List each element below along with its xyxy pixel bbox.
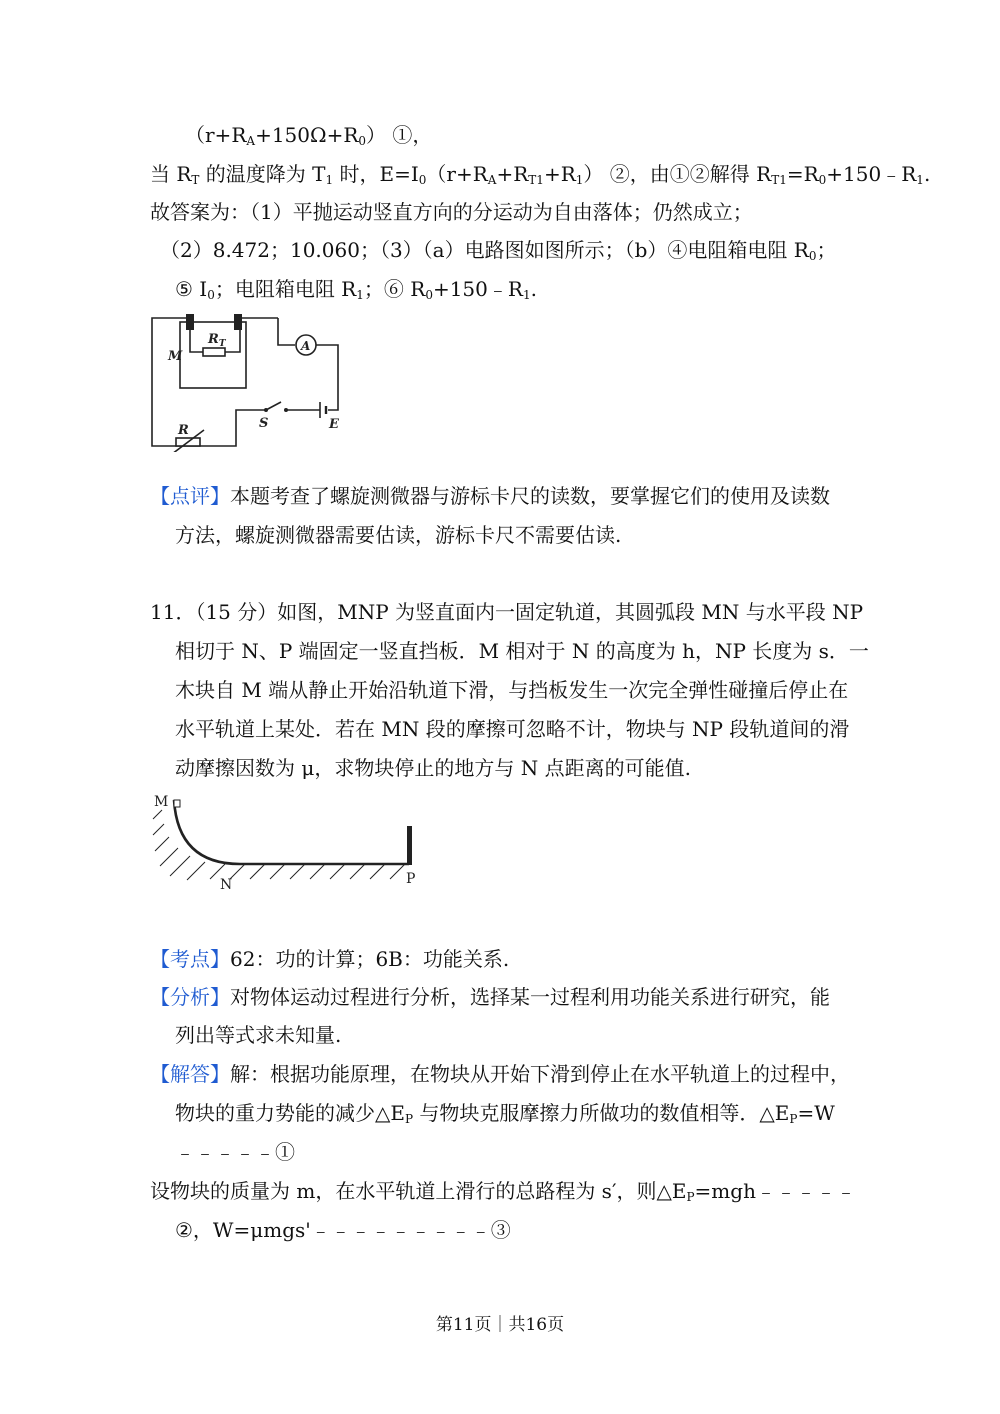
q11-line-2: 相切于 N、P 端固定一竖直挡板．M 相对于 N 的高度为 h，NP 长度为 s．一 [175, 639, 869, 663]
label-n-point: N [220, 877, 233, 893]
fenxi-line-1: 【分析】对物体运动过程进行分析，选择某一过程利用功能关系进行研究，能 [150, 985, 830, 1009]
q11-line-1: 11．（15 分）如图，MNP 为竖直面内一固定轨道，其圆弧段 MN 与水平段 NP [150, 600, 864, 624]
label-r: R [178, 423, 189, 438]
track-diagram [150, 790, 430, 895]
kaodian-line: 【考点】62：功的计算；6B：功能关系. [150, 947, 510, 971]
fenxi-line-2: 列出等式求未知量. [175, 1023, 342, 1047]
q11-line-5: 动摩擦因数为 μ，求物块停止的地方与 N 点距离的可能值. [175, 756, 691, 780]
comment-tag: 【点评】 [150, 484, 230, 508]
jieda-line-3: ﹣﹣﹣﹣﹣① [175, 1140, 295, 1164]
jieda-line-2: 物块的重力势能的减少$\triangle E_P$ 与物块克服摩擦力所做功的数值相等．$\triangle E_P=W$ [175, 1101, 835, 1126]
label-m: M [168, 349, 183, 364]
answer-line-3: ⑤ $I_0$；电阻箱电阻 $R_1$；⑥ $R_0+150﹣R_1$. [175, 277, 537, 302]
jieda-tag: 【解答】 [150, 1062, 230, 1086]
label-m-point: M [154, 794, 169, 810]
q11-line-3: 木块自 M 端从静止开始沿轨道下滑，与挡板发生一次完全弹性碰撞后停止在 [175, 678, 849, 702]
eq1-line: $(r+R_A+150\Omega+R_0)$ ①， [185, 123, 433, 148]
comment-line-1: 【点评】本题考查了螺旋测微器与游标卡尺的读数，要掌握它们的使用及读数 [150, 484, 830, 508]
answer-line-1: 故答案为：（1）平抛运动竖直方向的分运动为自由落体；仍然成立； [150, 200, 753, 224]
jieda-line-1: 【解答】解：根据功能原理，在物块从开始下滑到停止在水平轨道上的过程中， [150, 1062, 850, 1086]
comment-line-2: 方法，螺旋测微器需要估读，游标卡尺不需要估读. [175, 523, 622, 547]
answer-line-2: （2）8.472；10.060；（3）（a）电路图如图所示；（b）④电阻箱电阻 $R_0$； [160, 238, 837, 263]
page-footer: 第11页｜共16页 [435, 1315, 565, 1335]
jieda-line-5: ②，W=μmgs'﹣﹣﹣﹣﹣﹣﹣﹣﹣③ [175, 1218, 511, 1242]
circuit-diagram [148, 312, 348, 452]
eq2-line: 当 $R_T$ 的温度降为 $T_1$ 时，$E=I_0(r+R_A+R_{T1}+R_1)$ ②，由①②解得 $R_{T1}=R_0+150﹣R_1$. [150, 162, 931, 187]
label-e: E [329, 417, 339, 432]
q11-line-4: 水平轨道上某处．若在 MN 段的摩擦可忽略不计，物块与 NP 段轨道间的滑 [175, 717, 850, 741]
fenxi-tag: 【分析】 [150, 985, 230, 1009]
label-ammeter: A [301, 339, 311, 353]
label-p-point: P [406, 871, 416, 887]
label-s: S [259, 416, 269, 431]
kaodian-tag: 【考点】 [150, 947, 230, 971]
label-rt: $R_T$ [208, 332, 226, 349]
jieda-line-4: 设物块的质量为 m，在水平轨道上滑行的总路程为 s′，则$\triangle E_P=mgh﹣﹣﹣﹣﹣$ [150, 1179, 856, 1204]
